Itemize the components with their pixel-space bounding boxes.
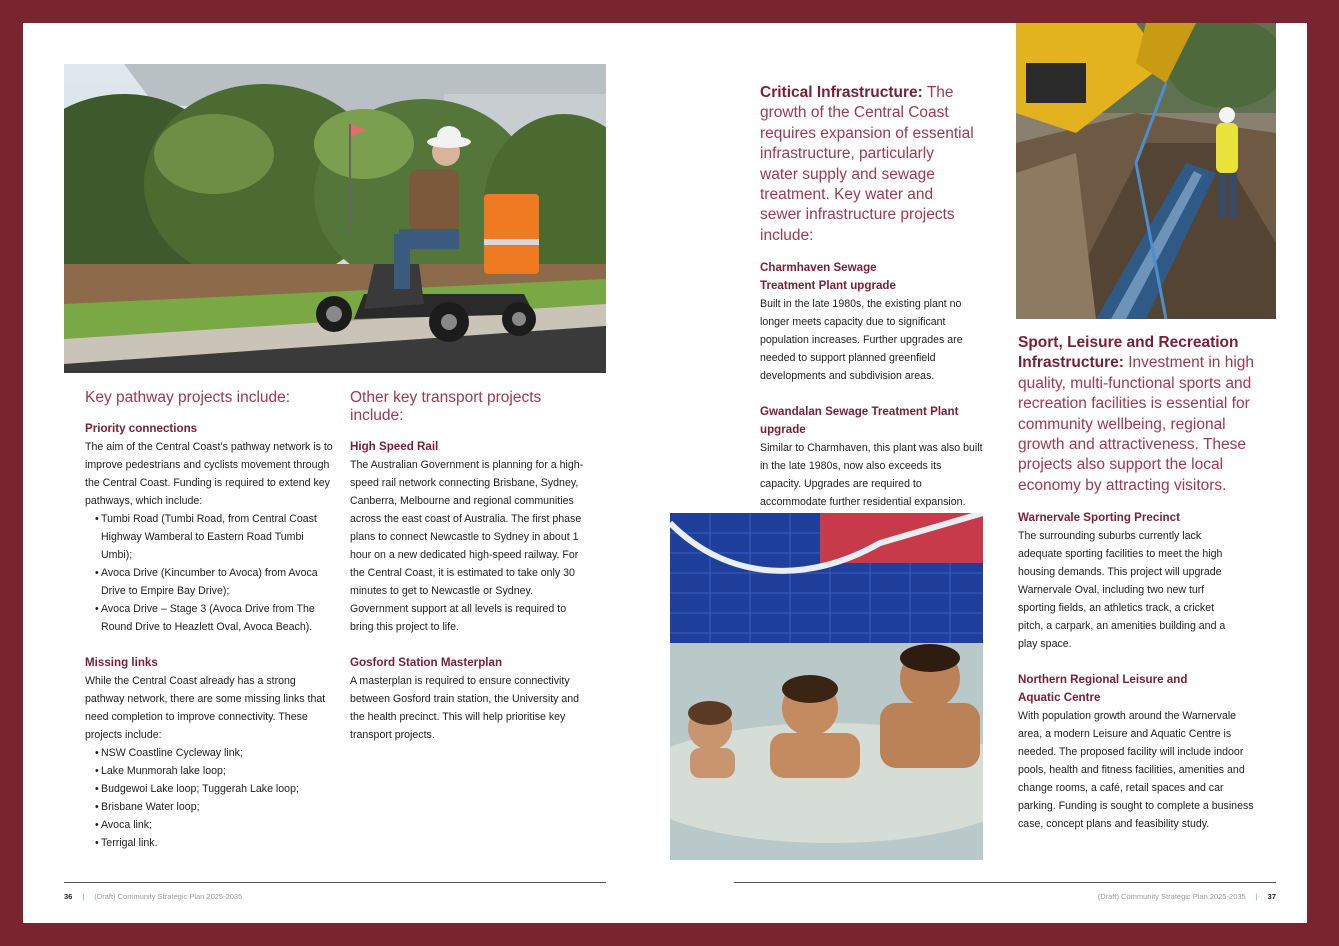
missing-links-title: Missing links [85, 656, 158, 669]
footer-title-right: (Draft) Community Strategic Plan 2025-2035 [1097, 892, 1246, 901]
critical-infrastructure-column [760, 83, 983, 511]
missing-links-body: While the Central Coast already has a strong pathway network, there are some missing links that need completion to improve connectivity. These projects include: [85, 675, 326, 741]
warnervale-title: Warnervale Sporting Precinct [1018, 511, 1180, 525]
critical-lead-text: The growth of the Central Coast requires expansion of essential infrastructure, particularly water supply and sewage treatment. Key water and sewer infrastructure projects include: [760, 84, 974, 244]
missing-links-list [85, 744, 333, 852]
list-item: • Avoca Drive (Kincumber to Avoca) from Avoca Drive to Empire Bay Drive); [95, 564, 333, 600]
pathway-heading: Key pathway projects include: [85, 389, 291, 406]
list-item: • Budgewoi Lake loop; Tuggerah Lake loop; [95, 780, 333, 798]
northern-leisure-body: With population growth around the Warnervale area, a modern Leisure and Aquatic Centre is needed. The proposed facility will include indoor pools, health and fitness facilities, amenities and change rooms, a café, retail spaces and car parking. Funding is sought to complete a business case, concept plans and feasibility study. [1018, 710, 1254, 831]
footer-separator: | [1255, 892, 1258, 901]
footer-left [64, 892, 242, 901]
high-speed-rail-body: The Australian Government is planning for a high-speed rail network connecting Brisbane, Sydney, Canberra, Melbourne and regional communities across the east coast of Australia. The first phase plans to connect Newcastle to Sydney in about 1 hour on a new dedicated high-speed railway. For the Central Coast, it is estimated to take only 30 minutes to get to Newcastle or Sydney. Government support at all levels is required to bring this project to life. [350, 459, 584, 633]
list-item: • NSW Coastline Cycleway link; [95, 744, 333, 762]
gosford-masterplan-body: A masterplan is required to ensure connectivity between Gosford train station, the University and the health precinct. This will help prioritise key transport projects. [350, 675, 580, 741]
pipeline-construction-photo [1016, 23, 1276, 319]
mobility-scooter-photo [64, 64, 606, 373]
sport-leisure-lead [1018, 333, 1258, 496]
document-spread [23, 23, 1307, 923]
list-item: • Brisbane Water loop; [95, 798, 333, 816]
list-item: • Lake Munmorah lake loop; [95, 762, 333, 780]
footer-right [1098, 892, 1276, 901]
footer-rule-left [64, 882, 606, 883]
footer-title-left: (Draft) Community Strategic Plan 2025-2035 [94, 892, 243, 901]
gwandalan-body: Similar to Charmhaven, this plant was also built in the late 1980s, now also exceeds its capacity. Upgrades are required to accommodate further residential expansion. [760, 442, 983, 509]
footer-rule-right [734, 882, 1276, 883]
northern-leisure-title: Northern Regional Leisure and Aquatic Centre [1018, 673, 1188, 705]
page-number-left: 36 [64, 892, 73, 901]
priority-connections-title: Priority connections [85, 422, 198, 435]
transport-column [350, 389, 590, 744]
critical-infrastructure-lead [760, 83, 975, 246]
gwandalan-title: Gwandalan Sewage Treatment Plant upgrade [760, 405, 959, 437]
sport-lead-bold: Sport, Leisure and Recreation Infrastructure: [1018, 334, 1239, 372]
sport-lead-text: Investment in high quality, multi-functional sports and recreation facilities is essential for community wellbeing, regional growth and attractiveness. These projects also support the local economy by attracting visitors. [1018, 354, 1255, 494]
charmhaven-title: Charmhaven Sewage Treatment Plant upgrade [760, 261, 896, 293]
page-number-right: 37 [1267, 892, 1276, 901]
kids-pool-photo [670, 513, 983, 860]
priority-connections-list [85, 510, 333, 636]
sport-leisure-column [1018, 333, 1258, 833]
transport-heading: Other key transport projects include: [350, 389, 542, 424]
warnervale-body: The surrounding suburbs currently lack adequate sporting facilities to meet the high housing demands. This project will upgrade Warnervale Oval, including two new turf sporting fields, an athletics track, a cricket pitch, a carpark, an amenities building and a play space. [1018, 530, 1226, 651]
list-item: • Terrigal link. [95, 834, 333, 852]
list-item: • Avoca Drive – Stage 3 (Avoca Drive from The Round Drive to Heazlett Oval, Avoca Beach). [95, 600, 333, 636]
charmhaven-body: Built in the late 1980s, the existing plant no longer meets capacity due to significant population increases. Further upgrades are needed to support planned greenfield developments and subdivision areas. [760, 298, 963, 383]
footer-separator: | [82, 892, 85, 901]
high-speed-rail-title: High Speed Rail [350, 440, 439, 453]
priority-connections-body: The aim of the Central Coast’s pathway network is to improve pedestrians and cyclists movement through the Central Coast. Funding is required to extend key pathways, which include: [85, 441, 333, 507]
list-item: • Avoca link; [95, 816, 333, 834]
pathway-column [85, 389, 333, 852]
list-item: • Tumbi Road (Tumbi Road, from Central Coast Highway Wamberal to Eastern Road Tumbi Umbi); [95, 510, 333, 564]
gosford-masterplan-title: Gosford Station Masterplan [350, 656, 503, 669]
critical-lead-bold: Critical Infrastructure: [760, 84, 923, 101]
